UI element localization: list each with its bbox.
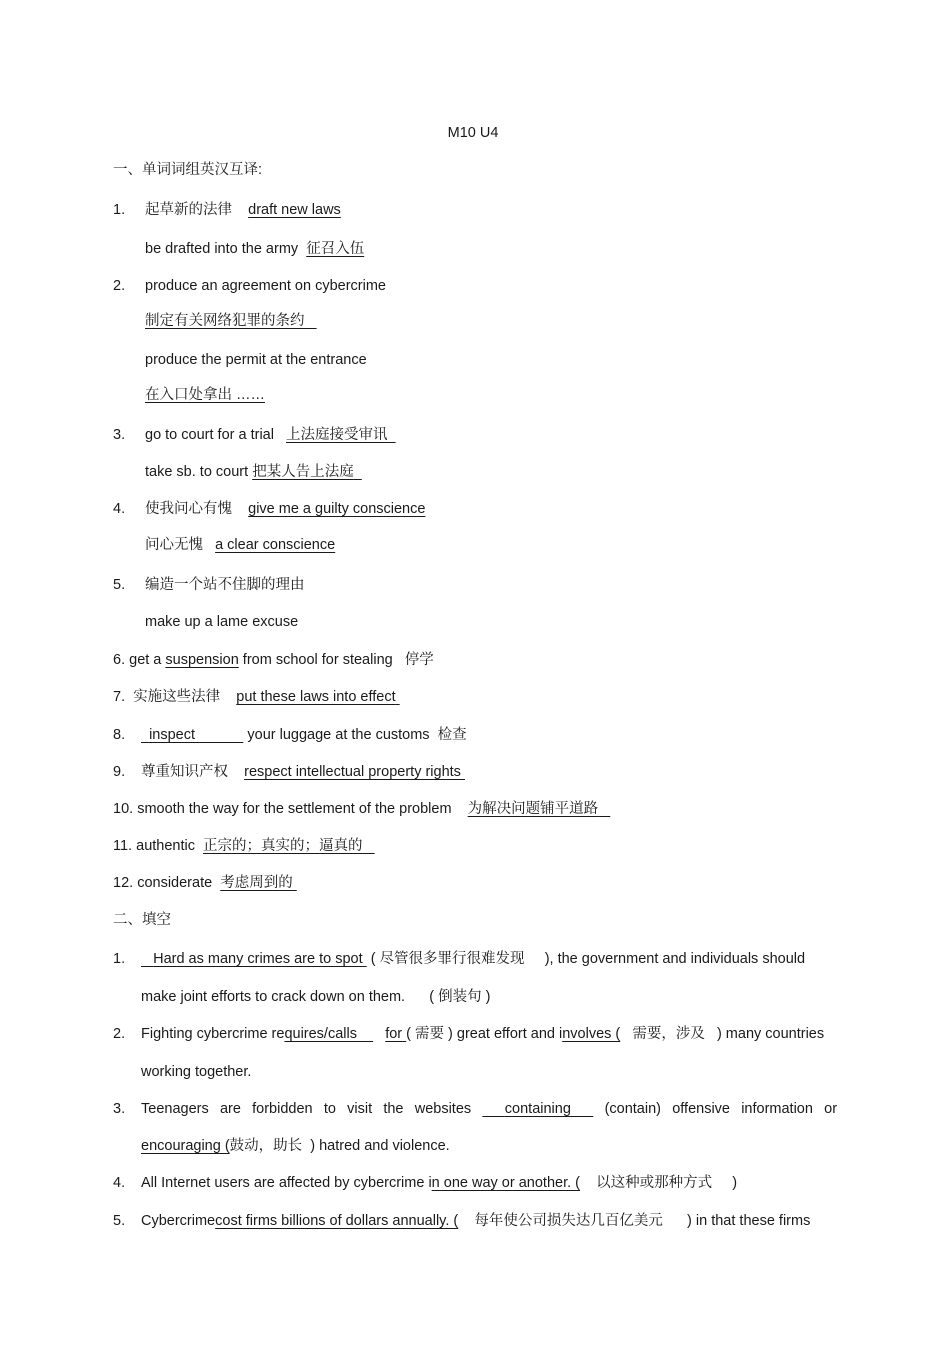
item-8: inspect your luggage at the customs 检查 bbox=[149, 727, 467, 743]
item-10-answer: 为解决问题铺平道路 bbox=[467, 801, 599, 817]
item-7: 7. 实施这些法律 put these laws into effect bbox=[113, 689, 396, 705]
fill-2-answer: quires/calls bbox=[284, 1026, 357, 1042]
item-2b-prompt: produce the permit at the entrance bbox=[145, 352, 367, 368]
item-9-number: 9. bbox=[113, 764, 126, 780]
item-2b-answer: 在入口处拿出 …… bbox=[145, 387, 266, 403]
item-1b-prompt: be drafted into the army bbox=[145, 241, 299, 257]
item-2-number: 2. bbox=[113, 278, 126, 294]
item-4 bbox=[145, 499, 425, 519]
item-4b bbox=[145, 535, 335, 555]
fill-1-line2: make joint efforts to crack down on them. ( 倒装句 ) bbox=[141, 989, 491, 1005]
item-3 bbox=[145, 425, 396, 445]
item-1b-answer: 征召入伍 bbox=[306, 241, 365, 257]
section2-heading: 二、填空 bbox=[113, 912, 171, 928]
item-4b-answer: a clear conscience bbox=[215, 537, 336, 553]
fill-1-number: 1. bbox=[113, 951, 126, 967]
item-9: 尊重知识产权 respect intellectual property rights bbox=[141, 764, 461, 780]
fill-1-answer: Hard as many crimes are to spot bbox=[153, 951, 363, 967]
item-3b-prompt: take sb. to court bbox=[145, 464, 249, 480]
item-8-answer: inspect bbox=[149, 727, 196, 743]
item-3b-answer: 把某人告上法庭 bbox=[252, 464, 354, 480]
fill-3-line2: encouraging (鼓动，助长 ) hatred and violence. bbox=[141, 1138, 450, 1154]
item-2-answer: 制定有关网络犯罪的条约 bbox=[145, 313, 305, 329]
item-1 bbox=[145, 200, 341, 220]
page-title: M10 U4 bbox=[447, 125, 499, 141]
fill-3-answer: containing bbox=[504, 1101, 571, 1117]
item-3-answer: 上法庭接受审讯 bbox=[286, 427, 388, 443]
item-3-number: 3. bbox=[113, 427, 126, 443]
item-10: 10. smooth the way for the settlement of the problem 为解决问题铺平道路 bbox=[113, 801, 599, 817]
fill-4-number: 4. bbox=[113, 1175, 126, 1191]
item-11: 11. authentic 正宗的；真实的；逼真的 bbox=[113, 838, 363, 854]
fill-4: All Internet users are affected by cybercrime in one way or another. ( 以这种或那种方式 ) bbox=[141, 1175, 738, 1191]
fill-5-number: 5. bbox=[113, 1213, 126, 1229]
item-1b bbox=[145, 239, 368, 259]
section1-heading: 一、单词词组英汉互译: bbox=[113, 162, 263, 178]
item-9-answer: respect intellectual property rights bbox=[244, 764, 461, 780]
item-5-number: 5. bbox=[113, 577, 126, 593]
item-1-prompt: 起草新的法律 bbox=[145, 202, 232, 218]
fill-3-answer-2: encouraging ( bbox=[141, 1138, 230, 1154]
fill-4-answer: n one way or another. ( bbox=[431, 1175, 580, 1191]
fill-2-answer-3: nvolves ( bbox=[562, 1026, 621, 1042]
item-8-number: 8. bbox=[113, 727, 126, 743]
fill-3-number: 3. bbox=[113, 1101, 126, 1117]
item-12-answer: 考虑周到的 bbox=[220, 875, 293, 891]
item-1-answer: draft new laws bbox=[248, 202, 341, 218]
item-5b-prompt: make up a lame excuse bbox=[145, 614, 299, 630]
item-4b-prompt: 问心无愧 bbox=[145, 537, 203, 553]
item-1-number: 1. bbox=[113, 202, 126, 218]
item-12: 12. considerate 考虑周到的 bbox=[113, 875, 293, 891]
item-4-answer: give me a guilty conscience bbox=[248, 501, 426, 517]
item-7-answer: put these laws into effect bbox=[236, 689, 396, 705]
fill-2-line2: working together. bbox=[141, 1064, 252, 1080]
fill-1: Hard as many crimes are to spot ( 尽管很多罪行很难发现 ), the government and individuals should bbox=[153, 951, 806, 967]
fill-2: Fighting cybercrime requires/calls for ( 需要 ) great effort and involves ( 需要，涉及 ) many countries bbox=[141, 1026, 825, 1042]
item-4-prompt: 使我问心有愧 bbox=[145, 501, 232, 517]
item-11-answer: 正宗的；真实的；逼真的 bbox=[203, 838, 363, 854]
item-4-number: 4. bbox=[113, 501, 126, 517]
fill-3: Teenagers are forbidden to visit the websites containing (contain) offensive information or bbox=[141, 1101, 838, 1117]
fill-5: Cybercrimecost firms billions of dollars annually. ( 每年使公司损失达几百亿美元 ) in that these firms bbox=[141, 1213, 811, 1229]
item-6-answer: suspension bbox=[165, 652, 239, 668]
item-3b bbox=[145, 462, 362, 482]
fill-2-answer-2: for bbox=[385, 1026, 403, 1042]
item-2-prompt: produce an agreement on cybercrime bbox=[145, 278, 386, 294]
item-6: 6. get a suspension from school for stealing 停学 bbox=[113, 652, 434, 668]
item-5-prompt: 编造一个站不住脚的理由 bbox=[145, 577, 305, 593]
fill-5-answer: cost firms billions of dollars annually. ( bbox=[215, 1213, 459, 1229]
fill-2-number: 2. bbox=[113, 1026, 126, 1042]
item-3-prompt: go to court for a trial bbox=[145, 427, 274, 443]
